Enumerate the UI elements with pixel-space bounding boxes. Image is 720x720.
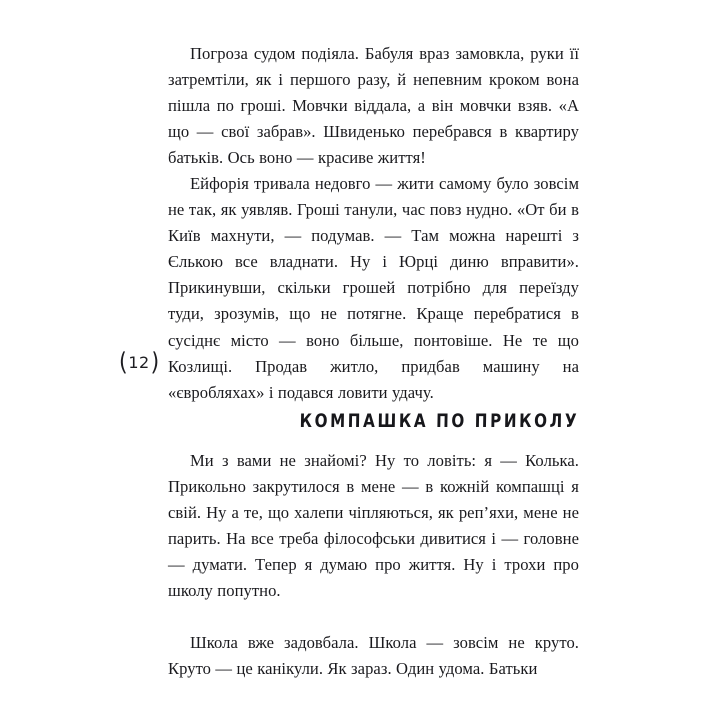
chapter-heading-block: [168, 410, 580, 442]
lower-text-block: [168, 448, 579, 682]
page-number-paren-left: (: [118, 347, 128, 377]
page-number: [110, 347, 168, 377]
chapter-heading: КОМПАШКА ПО ПРИКОЛУ: [299, 410, 580, 432]
page-number-value: 12: [128, 353, 150, 372]
paragraph-2: Ейфорія тривала недовго — жити самому було зовсім не так, як уявляв. Гроші танули, час повз нудно. «От би в Київ махнути, — подумав. — Там можна нарешті з Єлькою все владнати. Ну і Юрці диню вправити». Прикинувши, скільки грошей потрібно для переїзду туди, зрозумів, що не потягне. Краще перебратися в сусіднє місто — воно більше, понтовіше. Не те що Козлищі. Продав житло, придбав машину на «євробляхах» і подався ловити удачу.: [168, 174, 579, 402]
paragraph-4: Школа вже задовбала. Школа — зовсім не круто. Круто — це канікули. Як зараз. Один удома. Батьки: [168, 633, 579, 679]
upper-text-block: [168, 41, 579, 406]
paragraph-3: Ми з вами не знайомі? Ну то ловіть: я — Колька. Прикольно закрутилося в мене — в кожній компашці я свій. Ну а те, що халепи чіпляються, як реп’яхи, мене не парить. На все треба філософськи дивитися і — головне — думати. Тепер я думаю про життя. Ну і трохи про школу попутно.: [168, 451, 579, 601]
page-number-paren-right: ): [150, 347, 160, 377]
paragraph-1: Погроза судом подіяла. Бабуля враз замовкла, руки її затремтіли, як і першого разу, й непевним кроком вона пішла по гроші. Мовчки віддала, а він мовчки взяв. «А що — свої забрав». Швиденько перебрався в квартиру батьків. Ось воно — красиве життя!: [168, 44, 579, 168]
